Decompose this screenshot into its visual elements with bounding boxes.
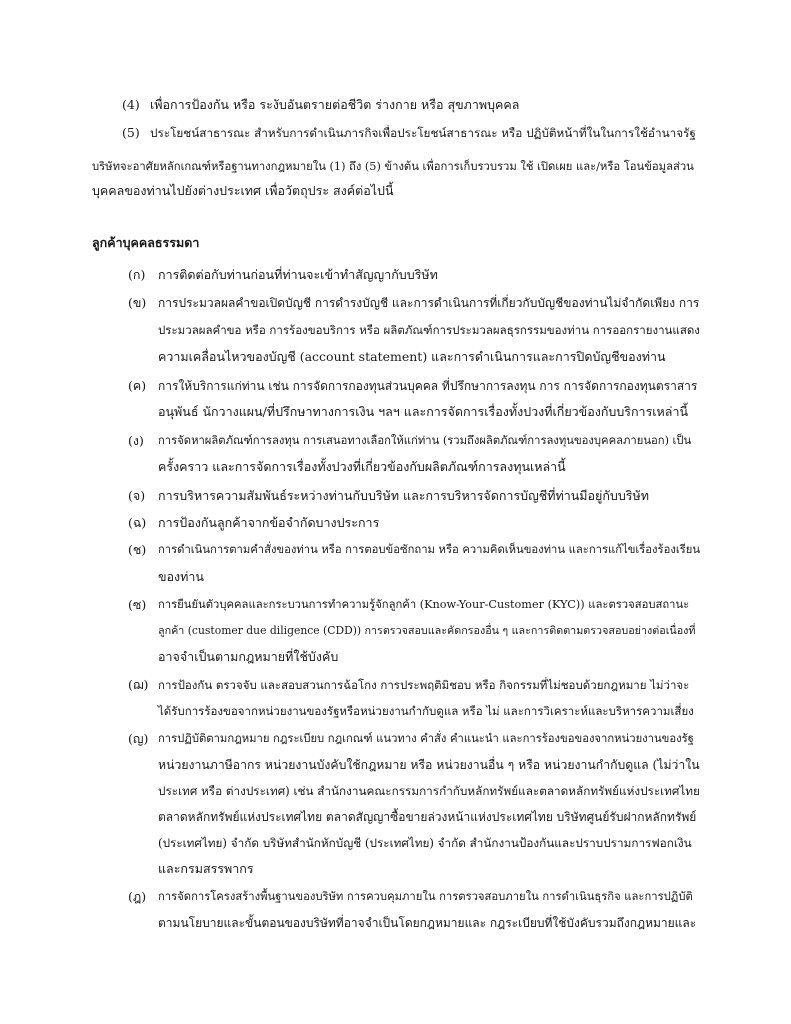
item-text: ความเคลื่อนไหวของบัญชี (account statement) และการดำเนินการและการปิดบัญชีของท่าน: [158, 349, 666, 364]
item-text: ตลาดหลักทรัพย์แห่งประเทศไทย ตลาดสัญญาซื้อขายล่วงหน้าแห่งประเทศไทย บริษัทศูนย์รับฝากหลักทรัพย์: [158, 810, 697, 824]
item-number: (ก): [128, 267, 146, 282]
item-text: การให้บริการแก่ท่าน เช่น การจัดการกองทุนส่วนบุคคล ที่ปรึกษาการลงทุน การ การจัดการกองทุนตราสาร: [158, 379, 698, 393]
item-text: การป้องกันลูกค้าจากข้อจำกัดบางประการ: [158, 515, 380, 530]
item-text: การจัดหาผลิตภัณฑ์การลงทุน การเสนอทางเลือกให้แก่ท่าน (รวมถึงผลิตภัณฑ์การลงทุนของบุคคลภายนอก) เป็น: [158, 434, 692, 447]
item-text: การจัดการโครงสร้างพื้นฐานของบริษัท การควบคุมภายใน การตรวจสอบภายใน การดำเนินธุรกิจ และการปฏิบัติ: [158, 890, 693, 903]
item-number: (4): [122, 97, 140, 112]
item-text: ได้รับการร้องขอจากหน่วยงานของรัฐหรือหน่วยงานกำกับดูแล หรือ ไม่ และการวิเคราะห์และบริหารความเสี่ยง: [158, 704, 694, 718]
item-text: การบริหารความสัมพันธ์ระหว่างท่านกับบริษัท และการบริหารจัดการบัญชีที่ท่านมีอยู่กับบริษัท: [158, 488, 649, 503]
item-number: (ข): [128, 295, 147, 310]
item-text: อาจจำเป็นตามกฎหมายที่ใช้บังคับ: [158, 649, 339, 664]
item-text: ประมวลผลคำขอ หรือ การร้องขอบริการ หรือ ผลิตภัณฑ์การประมวลผลธุรกรรมของท่าน การออกรายงานแสดง: [158, 323, 700, 337]
item-text: ของท่าน: [158, 569, 204, 584]
item-number: (ซ): [128, 597, 147, 612]
item-number: (ฌ): [128, 677, 149, 692]
item-text: การยืนยันตัวบุคคลและกระบวนการทำความรู้จักลูกค้า (Know-Your-Customer (KYC)) และตรวจสอบสถานะ: [158, 598, 690, 611]
item-text: หน่วยงานภาษีอากร หน่วยงานบังคับใช้กฎหมาย หรือ หน่วยงานอื่น ๆ หรือ หน่วยงานกำกับดูแล (ไม่ว่าใน: [158, 758, 700, 772]
item-text: ลูกค้า (customer due diligence (CDD)) การตรวจสอบและคัดกรองอื่น ๆ และการติดตามตรวจสอบอย่างต่อเนื่องที่: [158, 624, 696, 637]
item-number: (ค): [128, 378, 147, 393]
item-number: (ญ): [128, 731, 149, 746]
intro-paragraph-line: บริษัทจะอาศัยหลักเกณฑ์หรือฐานทางกฎหมายใน (1) ถึง (5) ข้างต้น เพื่อการเก็บรวบรวม ใช้ เปิดเผย และ/หรือ โอนข้อมูลส่วน: [92, 160, 694, 173]
item-number: (จ): [128, 488, 146, 503]
item-number: (ง): [128, 433, 144, 448]
item-text: การดำเนินการตามคำสั่งของท่าน หรือ การตอบข้อซักถาม หรือ ความคิดเห็นของท่าน และการแก้ไขเรื่องร้องเรียน: [158, 543, 701, 556]
item-number: (ฉ): [128, 515, 147, 530]
item-number: (5): [122, 125, 140, 140]
item-text: การป้องกัน ตรวจจับ และสอบสวนการฉ้อโกง การประพฤติมิชอบ หรือ กิจกรรมที่ไม่ชอบด้วยกฎหมาย ไม่ว่าจะ: [158, 678, 690, 692]
item-text: (ประเทศไทย) จำกัด บริษัทสำนักหักบัญชี (ประเทศไทย) จำกัด สำนักงานป้องกันและปราบปรามการฟอกเงิน: [158, 836, 692, 850]
section-heading: ลูกค้าบุคคลธรรมดา: [92, 235, 200, 250]
item-text: การปฏิบัติตามกฎหมาย กฎระเบียบ กฎเกณฑ์ แนวทาง คำสั่ง คำแนะนำ และการร้องขอของจากหน่วยงานของรัฐ: [158, 732, 694, 745]
item-number: (ช): [128, 542, 147, 557]
item-number: (ฎ): [128, 889, 147, 904]
item-text: ประเทศ หรือ ต่างประเทศ) เช่น สำนักงานคณะกรรมการกำกับหลักทรัพย์และตลาดหลักทรัพย์แห่งประเทศไทย: [158, 784, 700, 798]
item-text: ครั้งคราว และการจัดการเรื่องทั้งปวงที่เกี่ยวข้องกับผลิตภัณฑ์การลงทุนเหล่านี้: [158, 459, 566, 474]
item-text: และกรมสรรพากร: [158, 861, 254, 876]
item-text: ประโยชน์สาธารณะ สำหรับการดำเนินภารกิจเพื่อประโยชน์สาธารณะ หรือ ปฏิบัติหน้าที่ในในการใช้อำนาจรัฐ: [150, 126, 696, 140]
item-text: อนุพันธ์ นักวางแผน/ที่ปรึกษาทางการเงิน ฯลฯ และการจัดการเรื่องทั้งปวงที่เกี่ยวข้องกับบริการเหล่านี้: [158, 404, 689, 419]
item-text: เพื่อการป้องกัน หรือ ระงับอันตรายต่อชีวิต ร่างกาย หรือ สุขภาพบุคคล: [150, 97, 520, 112]
item-text: การติดต่อกับท่านก่อนที่ท่านจะเข้าทำสัญญากับบริษัท: [158, 267, 438, 282]
intro-paragraph-line: บุคคลของท่านไปยังต่างประเทศ เพื่อวัตถุประ สงค์ต่อไปนี้: [92, 183, 394, 198]
item-text: ตามนโยบายและขั้นตอนของบริษัทที่อาจจำเป็นโดยกฎหมายและ กฎระเบียบที่ใช้บังคับรวมถึงกฎหมายและ: [158, 916, 697, 930]
item-text: การประมวลผลคำขอเปิดบัญชี การดำรงบัญชี และการดำเนินการที่เกี่ยวกับบัญชีของท่านไม่จำกัดเพียง การ: [158, 296, 700, 310]
